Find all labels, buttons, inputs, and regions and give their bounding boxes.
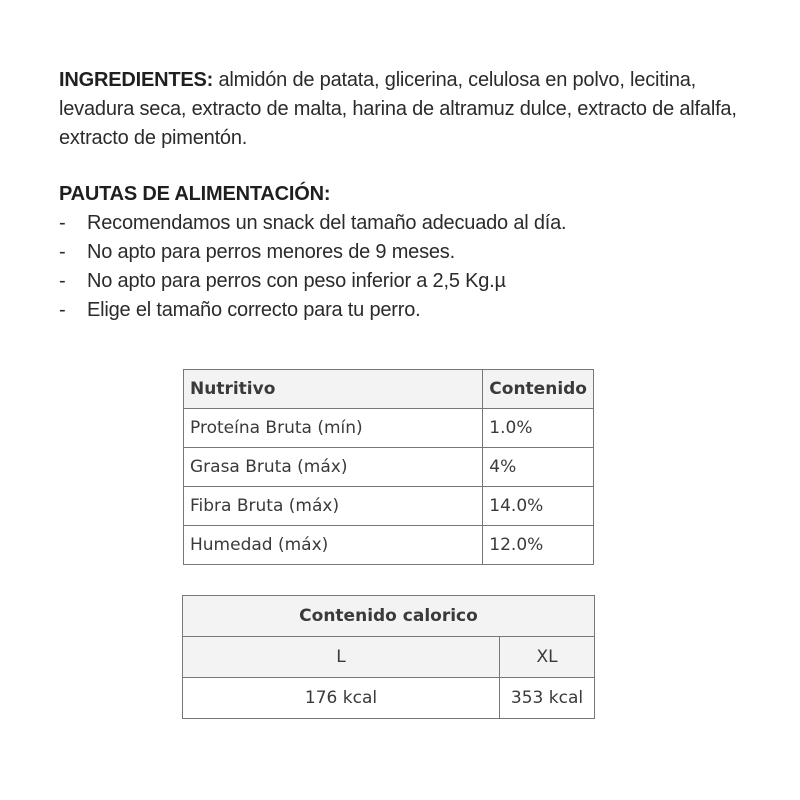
list-item-text: No apto para perros con peso inferior a 2,5 Kg.µ <box>87 270 506 292</box>
list-dash: - <box>59 299 66 321</box>
feeding-heading: PAUTAS DE ALIMENTACIÓN: <box>59 183 331 205</box>
content-cell: 4% <box>483 448 594 487</box>
nutrition-table <box>183 369 594 565</box>
feeding-guidelines <box>59 180 759 325</box>
table-row <box>184 409 594 448</box>
list-item-text: Elige el tamaño correcto para tu perro. <box>87 299 421 321</box>
kcal-cell-l: 176 kcal <box>183 678 500 719</box>
ingredients-paragraph <box>59 66 759 153</box>
list-item <box>59 267 759 296</box>
calorie-table-title: Contenido calorico <box>183 596 595 637</box>
ingredients-text: almidón de patata, glicerina, celulosa en polvo, lecitina, levadura seca, extracto de malta, harina de altramuz dulce, extracto de alfalfa, extracto de pimentón. <box>59 69 737 149</box>
table-title-row <box>183 596 595 637</box>
list-dash: - <box>59 212 66 234</box>
table-row <box>184 526 594 565</box>
kcal-cell-xl: 353 kcal <box>500 678 595 719</box>
header-nutrient: Nutritivo <box>184 370 483 409</box>
list-item <box>59 238 759 267</box>
list-item <box>59 209 759 238</box>
feeding-list <box>59 209 759 325</box>
list-item-text: Recomendamos un snack del tamaño adecuado al día. <box>87 212 567 234</box>
content-cell: 14.0% <box>483 487 594 526</box>
content-cell: 1.0% <box>483 409 594 448</box>
table-header-row <box>184 370 594 409</box>
list-item-text: No apto para perros menores de 9 meses. <box>87 241 455 263</box>
table-row <box>183 637 595 678</box>
table-row <box>183 678 595 719</box>
table-row <box>184 487 594 526</box>
nutrient-cell: Humedad (máx) <box>184 526 483 565</box>
list-dash: - <box>59 270 66 292</box>
header-content: Contenido <box>483 370 594 409</box>
nutrient-cell: Grasa Bruta (máx) <box>184 448 483 487</box>
list-dash: - <box>59 241 66 263</box>
size-cell-l: L <box>183 637 500 678</box>
nutrient-cell: Fibra Bruta (máx) <box>184 487 483 526</box>
size-cell-xl: XL <box>500 637 595 678</box>
content-cell: 12.0% <box>483 526 594 565</box>
calorie-table <box>182 595 595 719</box>
table-row <box>184 448 594 487</box>
nutrient-cell: Proteína Bruta (mín) <box>184 409 483 448</box>
list-item <box>59 296 759 325</box>
ingredients-heading: INGREDIENTES: <box>59 69 214 91</box>
